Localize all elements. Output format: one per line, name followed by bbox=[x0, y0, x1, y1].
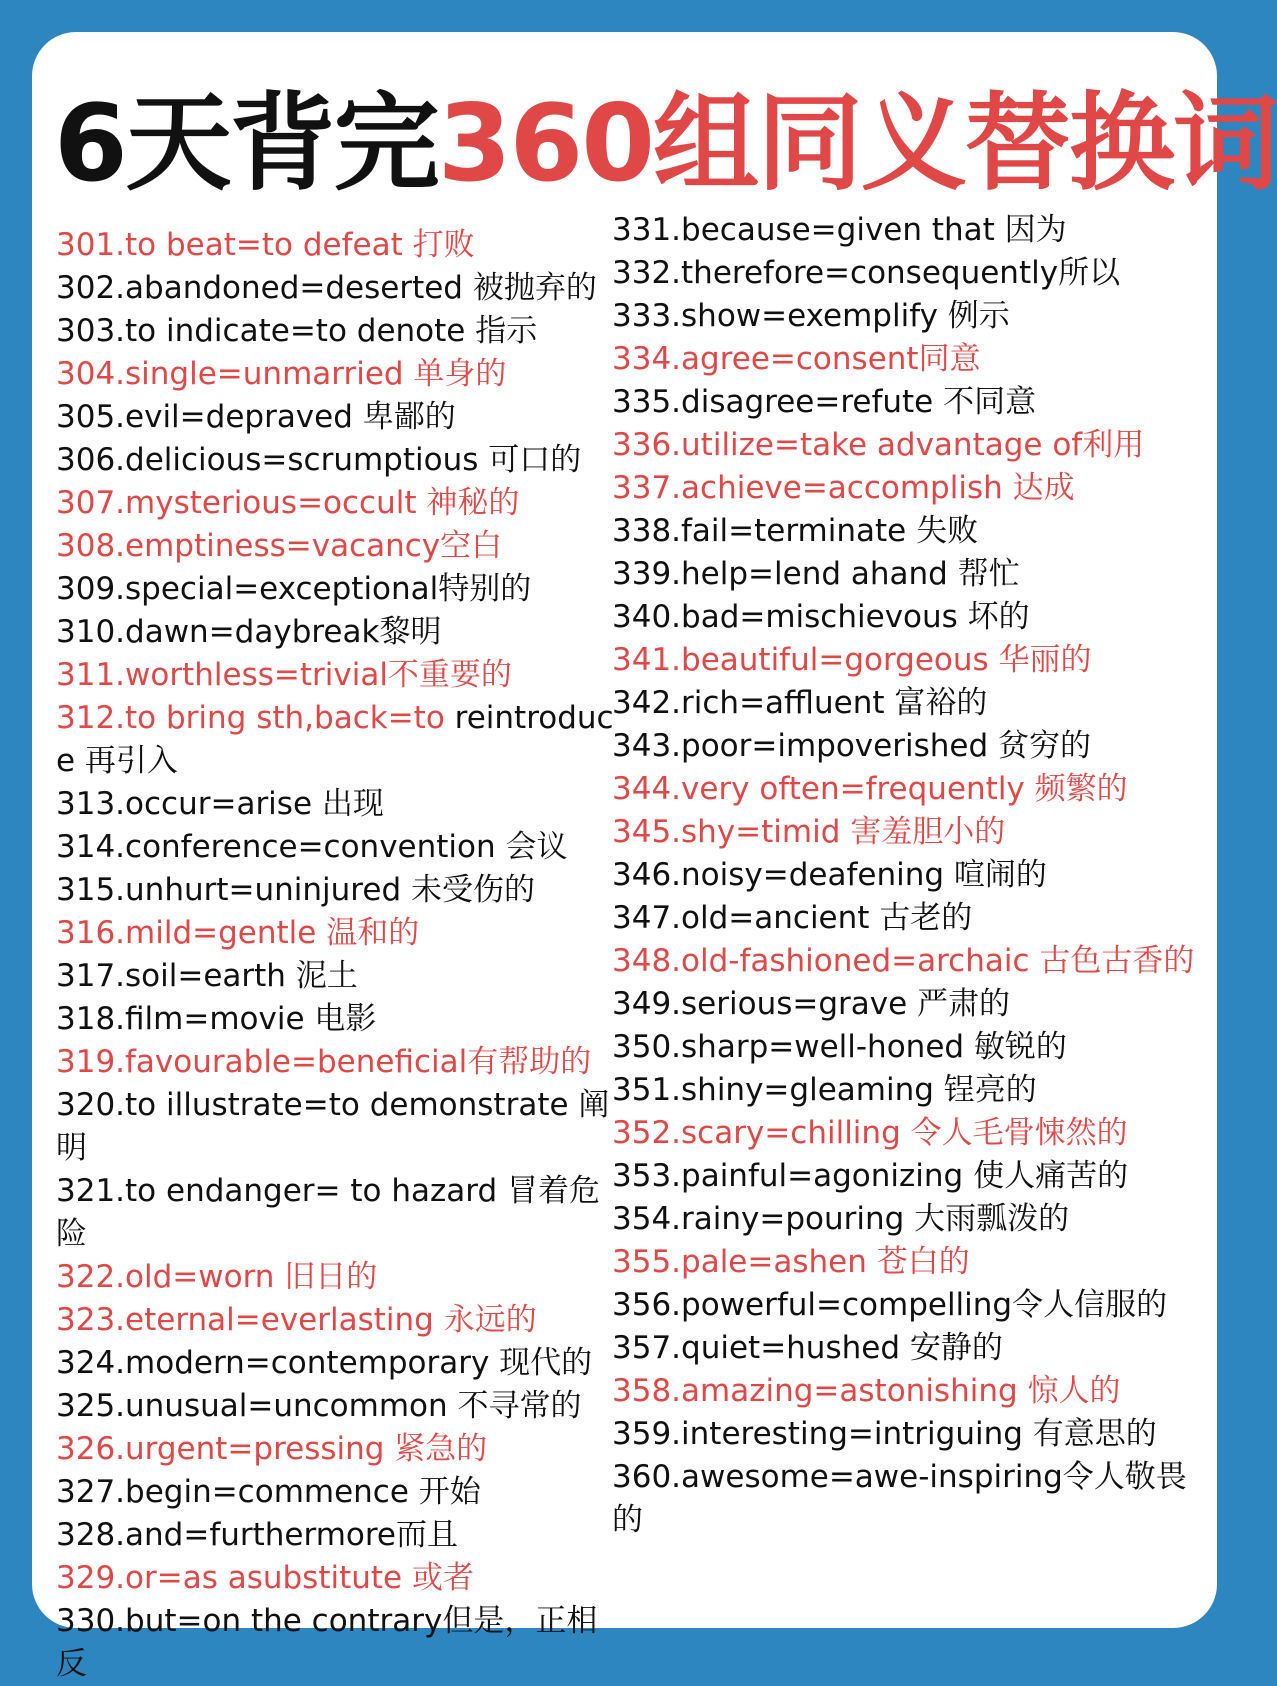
list-item: 301.to beat=to defeat 打败 bbox=[56, 227, 475, 263]
list-item: 303.to indicate=to denote 指示 bbox=[56, 313, 538, 349]
list-item-red-part: 312.to bring sth,back=to bbox=[56, 700, 455, 736]
list-item: 360.awesome=awe-inspiring令人敬畏的 bbox=[612, 1459, 1187, 1538]
list-item: 315.unhurt=uninjured 未受伤的 bbox=[56, 872, 535, 908]
list-item bbox=[56, 697, 616, 783]
list-item: 314.conference=convention 会议 bbox=[56, 829, 568, 865]
page-title bbox=[54, 74, 1277, 214]
list-item: 358.amazing=astonishing 惊人的 bbox=[612, 1373, 1121, 1409]
list-item: 329.or=as asubstitute 或者 bbox=[56, 1560, 474, 1596]
list-item: 357.quiet=hushed 安静的 bbox=[612, 1330, 1003, 1366]
list-item: 307.mysterious=occult 神秘的 bbox=[56, 485, 520, 521]
list-item: 347.old=ancient 古老的 bbox=[612, 900, 973, 936]
list-item: 316.mild=gentle 温和的 bbox=[56, 915, 420, 951]
list-item: 345.shy=timid 害羞胆小的 bbox=[612, 814, 1006, 850]
list-item: 310.dawn=daybreak黎明 bbox=[56, 614, 442, 650]
list-item: 355.pale=ashen 苍白的 bbox=[612, 1244, 970, 1280]
list-item: 326.urgent=pressing 紧急的 bbox=[56, 1431, 488, 1467]
list-item: 353.painful=agonizing 使人痛苦的 bbox=[612, 1158, 1129, 1194]
list-item: 304.single=unmarried 单身的 bbox=[56, 356, 507, 392]
list-item: 321.to endanger= to hazard 冒着危险 bbox=[56, 1173, 600, 1252]
list-item: 342.rich=affluent 富裕的 bbox=[612, 685, 988, 721]
content-card bbox=[32, 32, 1277, 1682]
list-item: 323.eternal=everlasting 永远的 bbox=[56, 1302, 537, 1338]
list-item: 306.delicious=scrumptious 可口的 bbox=[56, 442, 582, 478]
list-item: 344.very often=frequently 频繁的 bbox=[612, 771, 1128, 807]
list-item: 348.old-fashioned=archaic 古色古香的 bbox=[612, 943, 1195, 979]
list-item: 352.scary=chilling 令人毛骨悚然的 bbox=[612, 1115, 1128, 1151]
list-item: 346.noisy=deafening 喧闹的 bbox=[612, 857, 1047, 893]
list-item: 336.utilize=take advantage of利用 bbox=[612, 427, 1145, 463]
list-item: 305.evil=depraved 卑鄙的 bbox=[56, 399, 456, 435]
list-item: 341.beautiful=gorgeous 华丽的 bbox=[612, 642, 1092, 678]
left-column-list bbox=[56, 224, 616, 1686]
list-item: 327.begin=commence 开始 bbox=[56, 1474, 481, 1510]
list-item: 320.to illustrate=to demonstrate 阐明 bbox=[56, 1087, 610, 1166]
list-item: 330.but=on the contrary但是，正相反 bbox=[56, 1603, 598, 1682]
list-item: 340.bad=mischievous 坏的 bbox=[612, 599, 1030, 635]
list-item: 317.soil=earth 泥土 bbox=[56, 958, 358, 994]
list-item: 328.and=furthermore而且 bbox=[56, 1517, 459, 1553]
list-item: 359.interesting=intriguing 有意思的 bbox=[612, 1416, 1157, 1452]
list-item: 333.show=exemplify 例示 bbox=[612, 298, 1010, 334]
list-item: 331.because=given that 因为 bbox=[612, 212, 1067, 248]
list-item-black-part: reintroduce 再引入 bbox=[56, 700, 614, 779]
list-item: 339.help=lend ahand 帮忙 bbox=[612, 556, 1020, 592]
list-item: 324.modern=contemporary 现代的 bbox=[56, 1345, 593, 1381]
list-item: 318.film=movie 电影 bbox=[56, 1001, 377, 1037]
list-item: 308.emptiness=vacancy空白 bbox=[56, 528, 503, 564]
list-item: 311.worthless=trivial不重要的 bbox=[56, 657, 512, 693]
list-item: 356.powerful=compelling令人信服的 bbox=[612, 1287, 1168, 1323]
list-item: 338.fail=terminate 失败 bbox=[612, 513, 979, 549]
list-item: 334.agree=consent同意 bbox=[612, 341, 981, 377]
list-item: 351.shiny=gleaming 锃亮的 bbox=[612, 1072, 1037, 1108]
list-item: 349.serious=grave 严肃的 bbox=[612, 986, 1011, 1022]
list-item: 332.therefore=consequently所以 bbox=[612, 255, 1121, 291]
list-item: 335.disagree=refute 不同意 bbox=[612, 384, 1037, 420]
title-black-part: 6天背完 bbox=[54, 82, 438, 205]
list-item: 343.poor=impoverished 贫穷的 bbox=[612, 728, 1091, 764]
list-item: 313.occur=arise 出现 bbox=[56, 786, 384, 822]
list-item: 354.rainy=pouring 大雨瓢泼的 bbox=[612, 1201, 1070, 1237]
list-item: 309.special=exceptional特别的 bbox=[56, 571, 532, 607]
list-item: 319.favourable=beneficial有帮助的 bbox=[56, 1044, 592, 1080]
list-item: 302.abandoned=deserted 被抛弃的 bbox=[56, 270, 597, 306]
list-item: 325.unusual=uncommon 不寻常的 bbox=[56, 1388, 582, 1424]
list-item: 350.sharp=well-honed 敏锐的 bbox=[612, 1029, 1067, 1065]
title-red-part: 360组同义替换词 bbox=[437, 82, 1277, 205]
right-column-list bbox=[612, 209, 1202, 1542]
list-item: 322.old=worn 旧日的 bbox=[56, 1259, 378, 1295]
list-item: 337.achieve=accomplish 达成 bbox=[612, 470, 1075, 506]
